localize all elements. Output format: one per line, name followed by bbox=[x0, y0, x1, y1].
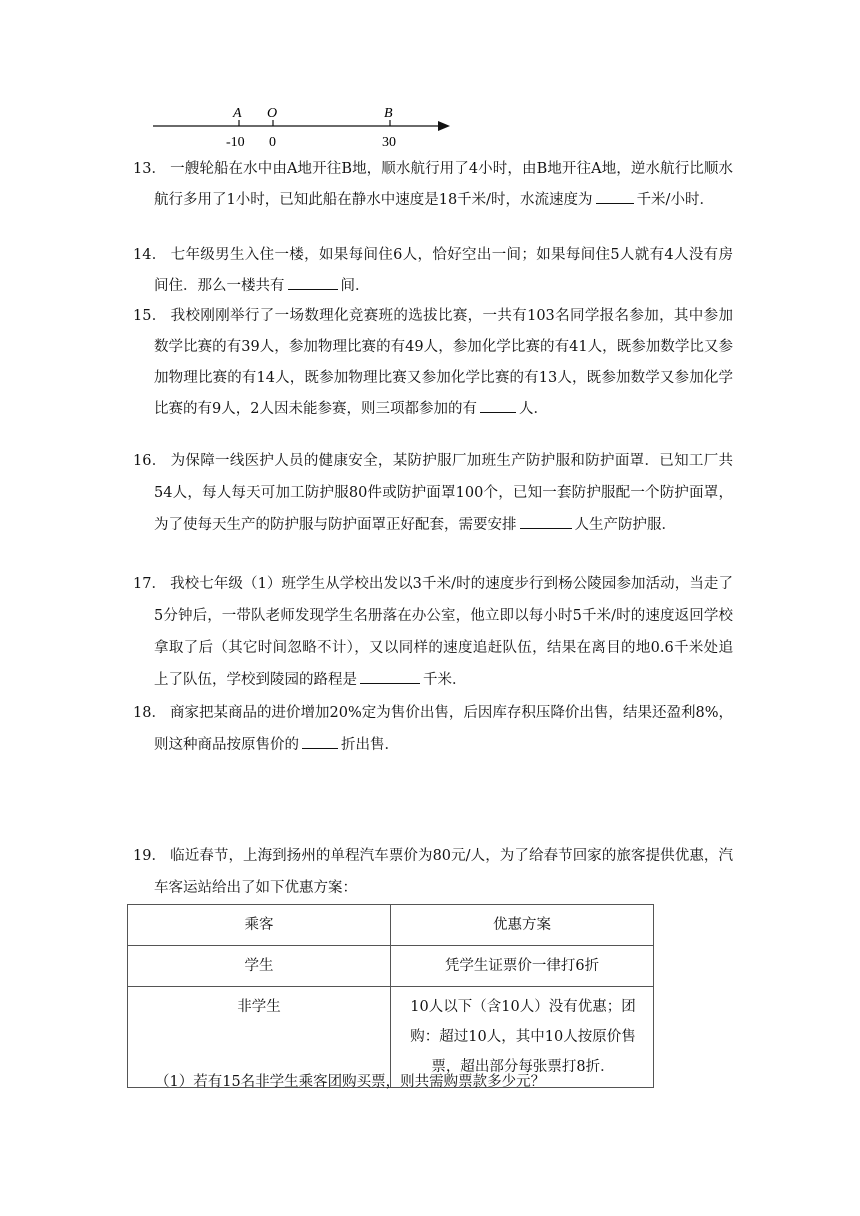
question-number: 15． bbox=[133, 308, 167, 324]
point-value-b: 30 bbox=[382, 135, 396, 150]
point-value-a: -10 bbox=[226, 135, 245, 150]
question-number: 13． bbox=[133, 161, 167, 177]
question-text: 商家把某商品的进价增加20%定为售价出售，后因库存积压降价出售，结果还盈利8%，则这种商品按原售价的 bbox=[154, 705, 733, 753]
table-header-cell: 优惠方案 bbox=[391, 905, 654, 946]
question-number: 19． bbox=[133, 848, 167, 864]
answer-blank[interactable] bbox=[520, 512, 572, 529]
question-text-end: 千米/小时． bbox=[636, 192, 714, 208]
answer-blank[interactable] bbox=[302, 732, 338, 749]
table-header-cell: 乘客 bbox=[128, 905, 391, 946]
sub-question-1: （1）若有15名非学生乘客团购买票，则共需购票款多少元？ bbox=[155, 1074, 546, 1090]
question-18 bbox=[133, 697, 733, 761]
question-17 bbox=[133, 568, 733, 696]
question-16 bbox=[133, 445, 733, 541]
question-text: 为保障一线医护人员的健康安全，某防护服厂加班生产防护服和防护面罩．已知工厂共54人，每人每天可加工防护服80件或防护面罩100个，已知一套防护服配一个防护面罩，为了使每天生产的防护服与防护面罩正好配套，需要安排 bbox=[154, 453, 734, 533]
point-value-o: 0 bbox=[269, 135, 276, 150]
answer-blank[interactable] bbox=[288, 273, 338, 290]
question-text-end: 人． bbox=[518, 401, 548, 417]
question-text: 我校七年级（1）班学生从学校出发以3千米/时的速度步行到杨公陵园参加活动，当走了5分钟后，一带队老师发现学生名册落在办公室，他立即以每小时5千米/时的速度返回学校拿取了后（其它时间忽略不计），又以同样的速度追赶队伍，结果在离目的地0.6千米处追上了队伍，学校到陵园的路程是 bbox=[154, 576, 733, 688]
point-label-o: O bbox=[267, 106, 278, 121]
table-cell: 学生 bbox=[128, 946, 391, 987]
question-text-end: 间． bbox=[340, 278, 370, 294]
table-header-row bbox=[128, 905, 654, 946]
question-number: 17． bbox=[133, 576, 167, 592]
question-text: 七年级男生入住一楼，如果每间住6人，恰好空出一间；如果每间住5人就有4人没有房间住．那么一楼共有 bbox=[154, 247, 733, 294]
table-row bbox=[128, 946, 654, 987]
question-text-end: 折出售． bbox=[341, 737, 399, 753]
question-text: 一艘轮船在水中由A地开往B地，顺水航行用了4小时，由B地开往A地，逆水航行比顺水航行多用了1小时，已知此船在静水中速度是18千米/时，水流速度为 bbox=[154, 161, 733, 208]
table-cell: 10人以下（含10人）没有优惠；团购：超过10人，其中10人按原价售票，超出部分每张票打8折． bbox=[391, 987, 654, 1088]
question-13 bbox=[133, 154, 733, 216]
answer-blank[interactable] bbox=[480, 396, 516, 413]
arrow-head-icon bbox=[438, 121, 450, 131]
question-number: 18． bbox=[133, 705, 166, 721]
table-cell: 非学生 bbox=[128, 987, 391, 1088]
question-19 bbox=[133, 840, 733, 904]
question-text-end: 人生产防护服． bbox=[574, 517, 676, 533]
question-text-end: 千米． bbox=[423, 672, 467, 688]
question-number: 16． bbox=[133, 453, 167, 469]
table-cell: 凭学生证票价一律打6折 bbox=[391, 946, 654, 987]
question-text: 我校刚刚举行了一场数理化竞赛班的选拔比赛，一共有103名同学报名参加，其中参加数学比赛的有39人，参加物理比赛的有49人，参加化学比赛的有41人，既参加数学比又参加物理比赛的有14人，既参加物理比赛又参加化学比赛的有13人，既参加数学又参加化学比赛的有9人，2人因未能参赛，则三项都参加的有 bbox=[154, 308, 733, 417]
answer-blank[interactable] bbox=[596, 187, 634, 204]
question-text: 临近春节，上海到扬州的单程汽车票价为80元/人，为了给春节回家的旅客提供优惠，汽车客运站给出了如下优惠方案： bbox=[154, 848, 734, 896]
question-number: 14． bbox=[133, 247, 167, 263]
question-14 bbox=[133, 240, 733, 302]
question-15 bbox=[133, 301, 733, 425]
number-line bbox=[150, 100, 460, 160]
point-label-b: B bbox=[384, 106, 393, 121]
discount-table bbox=[127, 904, 654, 1088]
answer-blank[interactable] bbox=[360, 667, 420, 684]
point-label-a: A bbox=[233, 106, 242, 121]
